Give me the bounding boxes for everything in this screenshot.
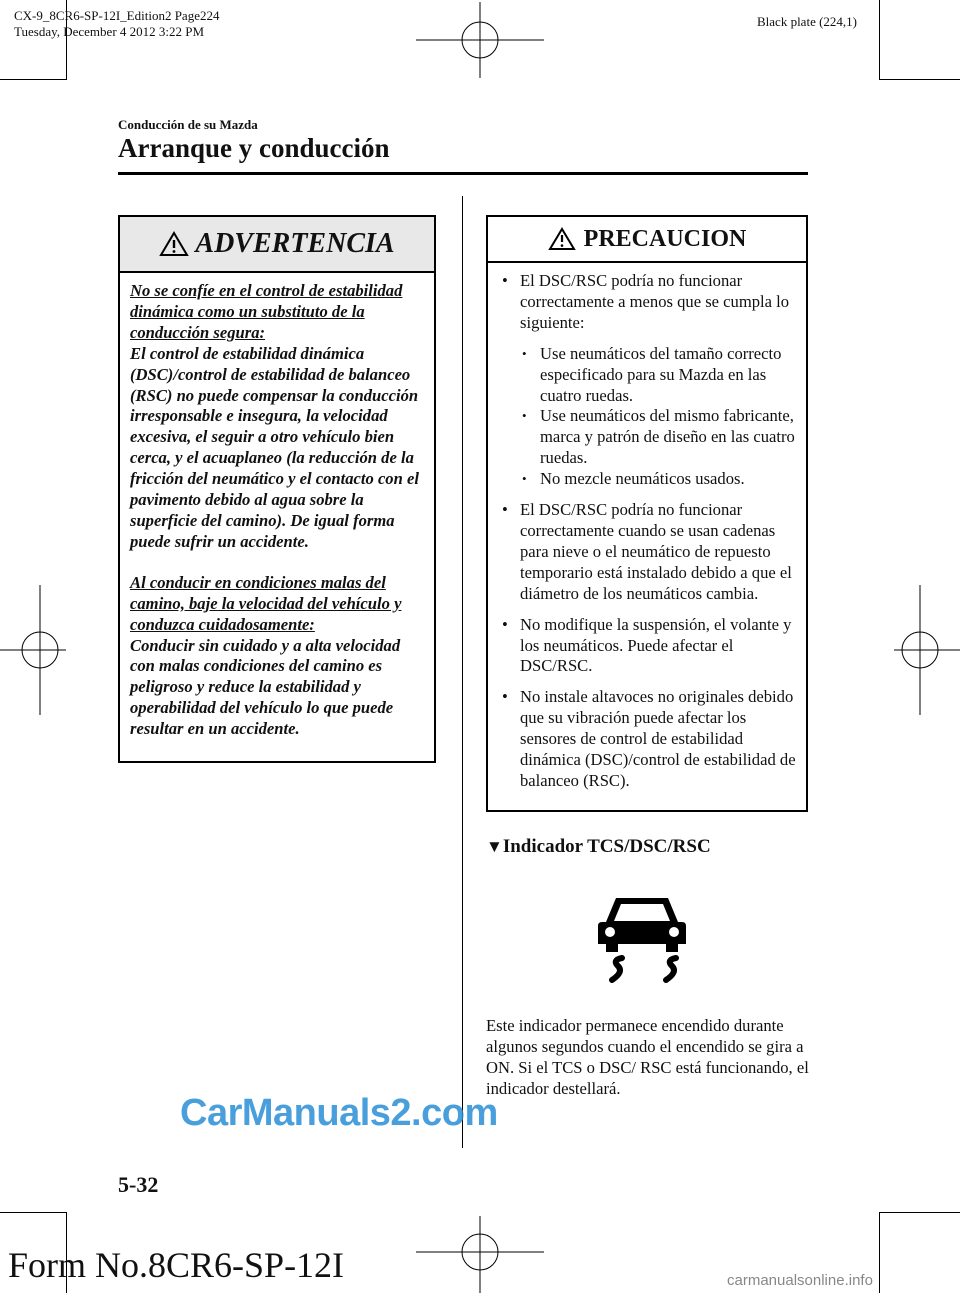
- file-name-line: CX-9_8CR6-SP-12I_Edition2 Page224: [14, 8, 220, 23]
- bullet-dot-icon: •: [502, 614, 508, 634]
- caution-sub-bullet: [500, 469, 798, 490]
- caution-bullet: [500, 687, 798, 792]
- caution-sub-3: No mezcle neumáticos usados.: [540, 469, 745, 489]
- caution-sub-bullet: [500, 406, 798, 469]
- caution-title: PRECAUCION: [583, 225, 747, 252]
- warning-title: ADVERTENCIA: [195, 228, 395, 259]
- caution-bullet: [500, 271, 798, 490]
- warning-body: [120, 273, 434, 740]
- sub-bullet-dot-icon: •: [522, 408, 527, 424]
- bullet-dot-icon: •: [502, 500, 508, 520]
- plate-label: Black plate (224,1): [757, 14, 857, 29]
- tcs-dsc-car-skid-icon: [594, 888, 690, 984]
- registration-target-icon: [890, 585, 960, 715]
- caution-bullet-4: No instale altavoces no originales debido que su vibración puede afectar los sensores de control de estabilidad dinámica (DSC)/control de estabilidad de balanceo (RSC).: [520, 687, 796, 790]
- file-info: [14, 8, 219, 40]
- indicator-heading: [486, 836, 711, 858]
- caution-bullet-2: El DSC/RSC podría no funcionar correctamente cuando se usan cadenas para nieve o el neumático de repuesto temporario está instalado debido a que el diámetro de los neumáticos cambia.: [520, 500, 792, 603]
- sub-bullet-dot-icon: •: [522, 471, 527, 487]
- column-divider: [462, 196, 463, 1148]
- caution-bullet: [500, 500, 798, 605]
- caution-sub-bullet: [500, 344, 798, 407]
- page-title: Arranque y conducción: [118, 133, 390, 163]
- registration-target-icon: [0, 585, 70, 715]
- caution-sub-1: Use neumáticos del tamaño correcto especificado para su Mazda en las cuatro ruedas.: [540, 343, 782, 405]
- indicator-heading-text: Indicador TCS/DSC/RSC: [502, 836, 711, 857]
- caution-bullet-3: No modifique la suspensión, el volante y los neumáticos. Puede afectar el DSC/RSC.: [520, 614, 792, 676]
- warning-triangle-icon: [159, 231, 189, 257]
- caution-header: [488, 217, 806, 263]
- watermark-carmanuals2: CarManuals2.com: [180, 1092, 498, 1134]
- warning-text-1: El control de estabilidad dinámica (DSC)/control de estabilidad de balanceo (RSC) no puede compensar la conducción irresponsable e insegura, la velocidad excesiva, el seguir a otro vehículo bien cerca, y el acuaplaneo (la reducción de la fricción del neumático y el contacto con el pavimento debido al agua sobre la superficie del camino). De igual forma puede sufrir un accidente.: [130, 343, 419, 551]
- warning-lead-1: No se confíe en el control de estabilidad dinámica como un substituto de la conducción segura:: [130, 281, 403, 342]
- warning-header: [120, 217, 434, 273]
- bullet-dot-icon: •: [502, 271, 508, 290]
- registration-target-icon: [410, 1216, 550, 1293]
- page-number: 5-32: [118, 1172, 159, 1197]
- crop-mark: [880, 79, 960, 80]
- caution-triangle-icon: [548, 227, 576, 251]
- heading-marker-icon: ▼: [486, 837, 503, 856]
- crop-mark: [880, 1212, 960, 1213]
- sub-bullet-dot-icon: •: [522, 345, 527, 361]
- bullet-dot-icon: •: [502, 687, 508, 707]
- crop-mark: [0, 1212, 66, 1213]
- watermark-carmanualsonline: carmanualsonline.info: [727, 1272, 873, 1289]
- crop-mark: [879, 1212, 880, 1293]
- warning-text-2: Conducir sin cuidado y a alta velocidad con malas condiciones del camino es peligroso y reduce la estabilidad y operabilidad del vehículo lo que puede resultar en un accidente.: [130, 635, 401, 739]
- title-rule: [118, 172, 808, 175]
- caution-box: [486, 215, 808, 812]
- form-number: Form No.8CR6-SP-12I: [8, 1245, 345, 1285]
- warning-box: [118, 215, 436, 763]
- warning-lead-2: Al conducir en condiciones malas del camino, baje la velocidad del vehículo y conduzca cuidadosamente:: [130, 572, 402, 634]
- caution-bullet: [500, 615, 798, 678]
- crop-mark: [0, 79, 66, 80]
- caution-body: [488, 263, 806, 792]
- registration-target-icon: [410, 2, 550, 78]
- crop-mark: [879, 0, 880, 80]
- caution-sub-2: Use neumáticos del mismo fabricante, marca y patrón de diseño en las cuatro ruedas.: [540, 406, 795, 468]
- file-date-line: Tuesday, December 4 2012 3:22 PM: [14, 24, 205, 39]
- caution-bullet-1: El DSC/RSC podría no funcionar correctamente a menos que se cumpla lo siguiente:: [520, 271, 790, 332]
- indicator-description: Este indicador permanece encendido durante algunos segundos cuando el encendido se gira a ON. Si el TCS o DSC/ RSC está funcionando, el indicador destellará.: [486, 1016, 809, 1098]
- section-label: Conducción de su Mazda: [118, 117, 258, 132]
